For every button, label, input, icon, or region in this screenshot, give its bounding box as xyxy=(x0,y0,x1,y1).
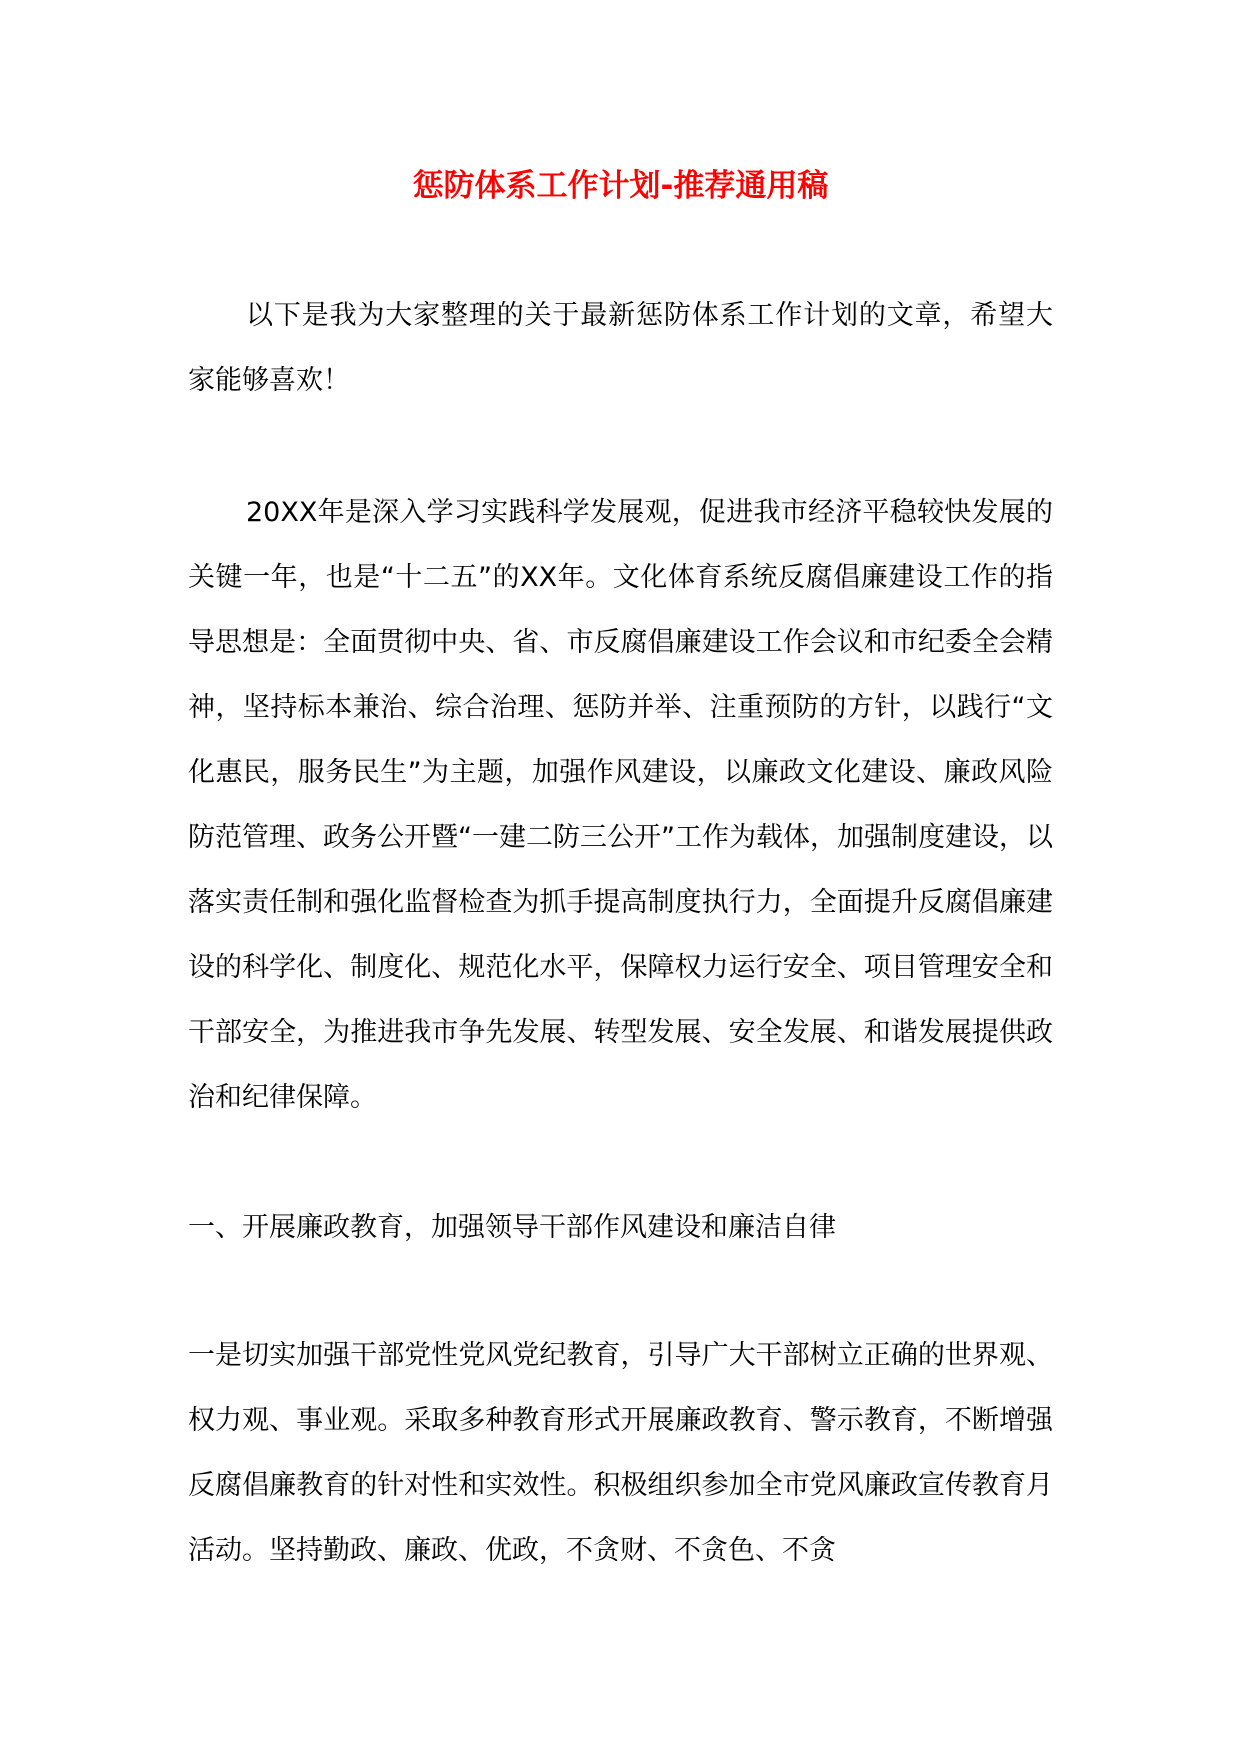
intro-paragraph: 以下是我为大家整理的关于最新惩防体系工作计划的文章，希望大家能够喜欢！ xyxy=(188,300,1053,396)
section-heading: 一、开展廉政教育，加强领导干部作风建设和廉洁自律 xyxy=(188,1212,836,1243)
guiding-paragraph: 20XX年是深入学习实践科学发展观，促进我市经济平稳较快发展的关键一年，也是“十二五”的XX年。文化体育系统反腐倡廉建设工作的指导思想是：全面贯彻中央、省、市反腐倡廉建设工作会议和市纪委全会精神，坚持标本兼治、综合治理、惩防并举、注重预防的方针，以践行“文化惠民，服务民生”为主题，加强作风建设，以廉政文化建设、廉政风险防范管理、政务公开暨“一建二防三公开”工作为载体，加强制度建设，以落实责任制和强化监督检查为抓手提高制度执行力，全面提升反腐倡廉建设的科学化、制度化、规范化水平，保障权力运行安全、项目管理安全和干部安全，为推进我市争先发展、转型发展、安全发展、和谐发展提供政治和纪律保障。 xyxy=(188,497,1053,1113)
section-paragraph: 一是切实加强干部党性党风党纪教育，引导广大干部树立正确的世界观、权力观、事业观。采取多种教育形式开展廉政教育、警示教育，不断增强反腐倡廉教育的针对性和实效性。积极组织参加全市党风廉政宣传教育月活动。坚持勤政、廉政、优政，不贪财、不贪色、不贪 xyxy=(188,1340,1053,1566)
document-title: 惩防体系工作计划-推荐通用稿 xyxy=(412,168,829,204)
